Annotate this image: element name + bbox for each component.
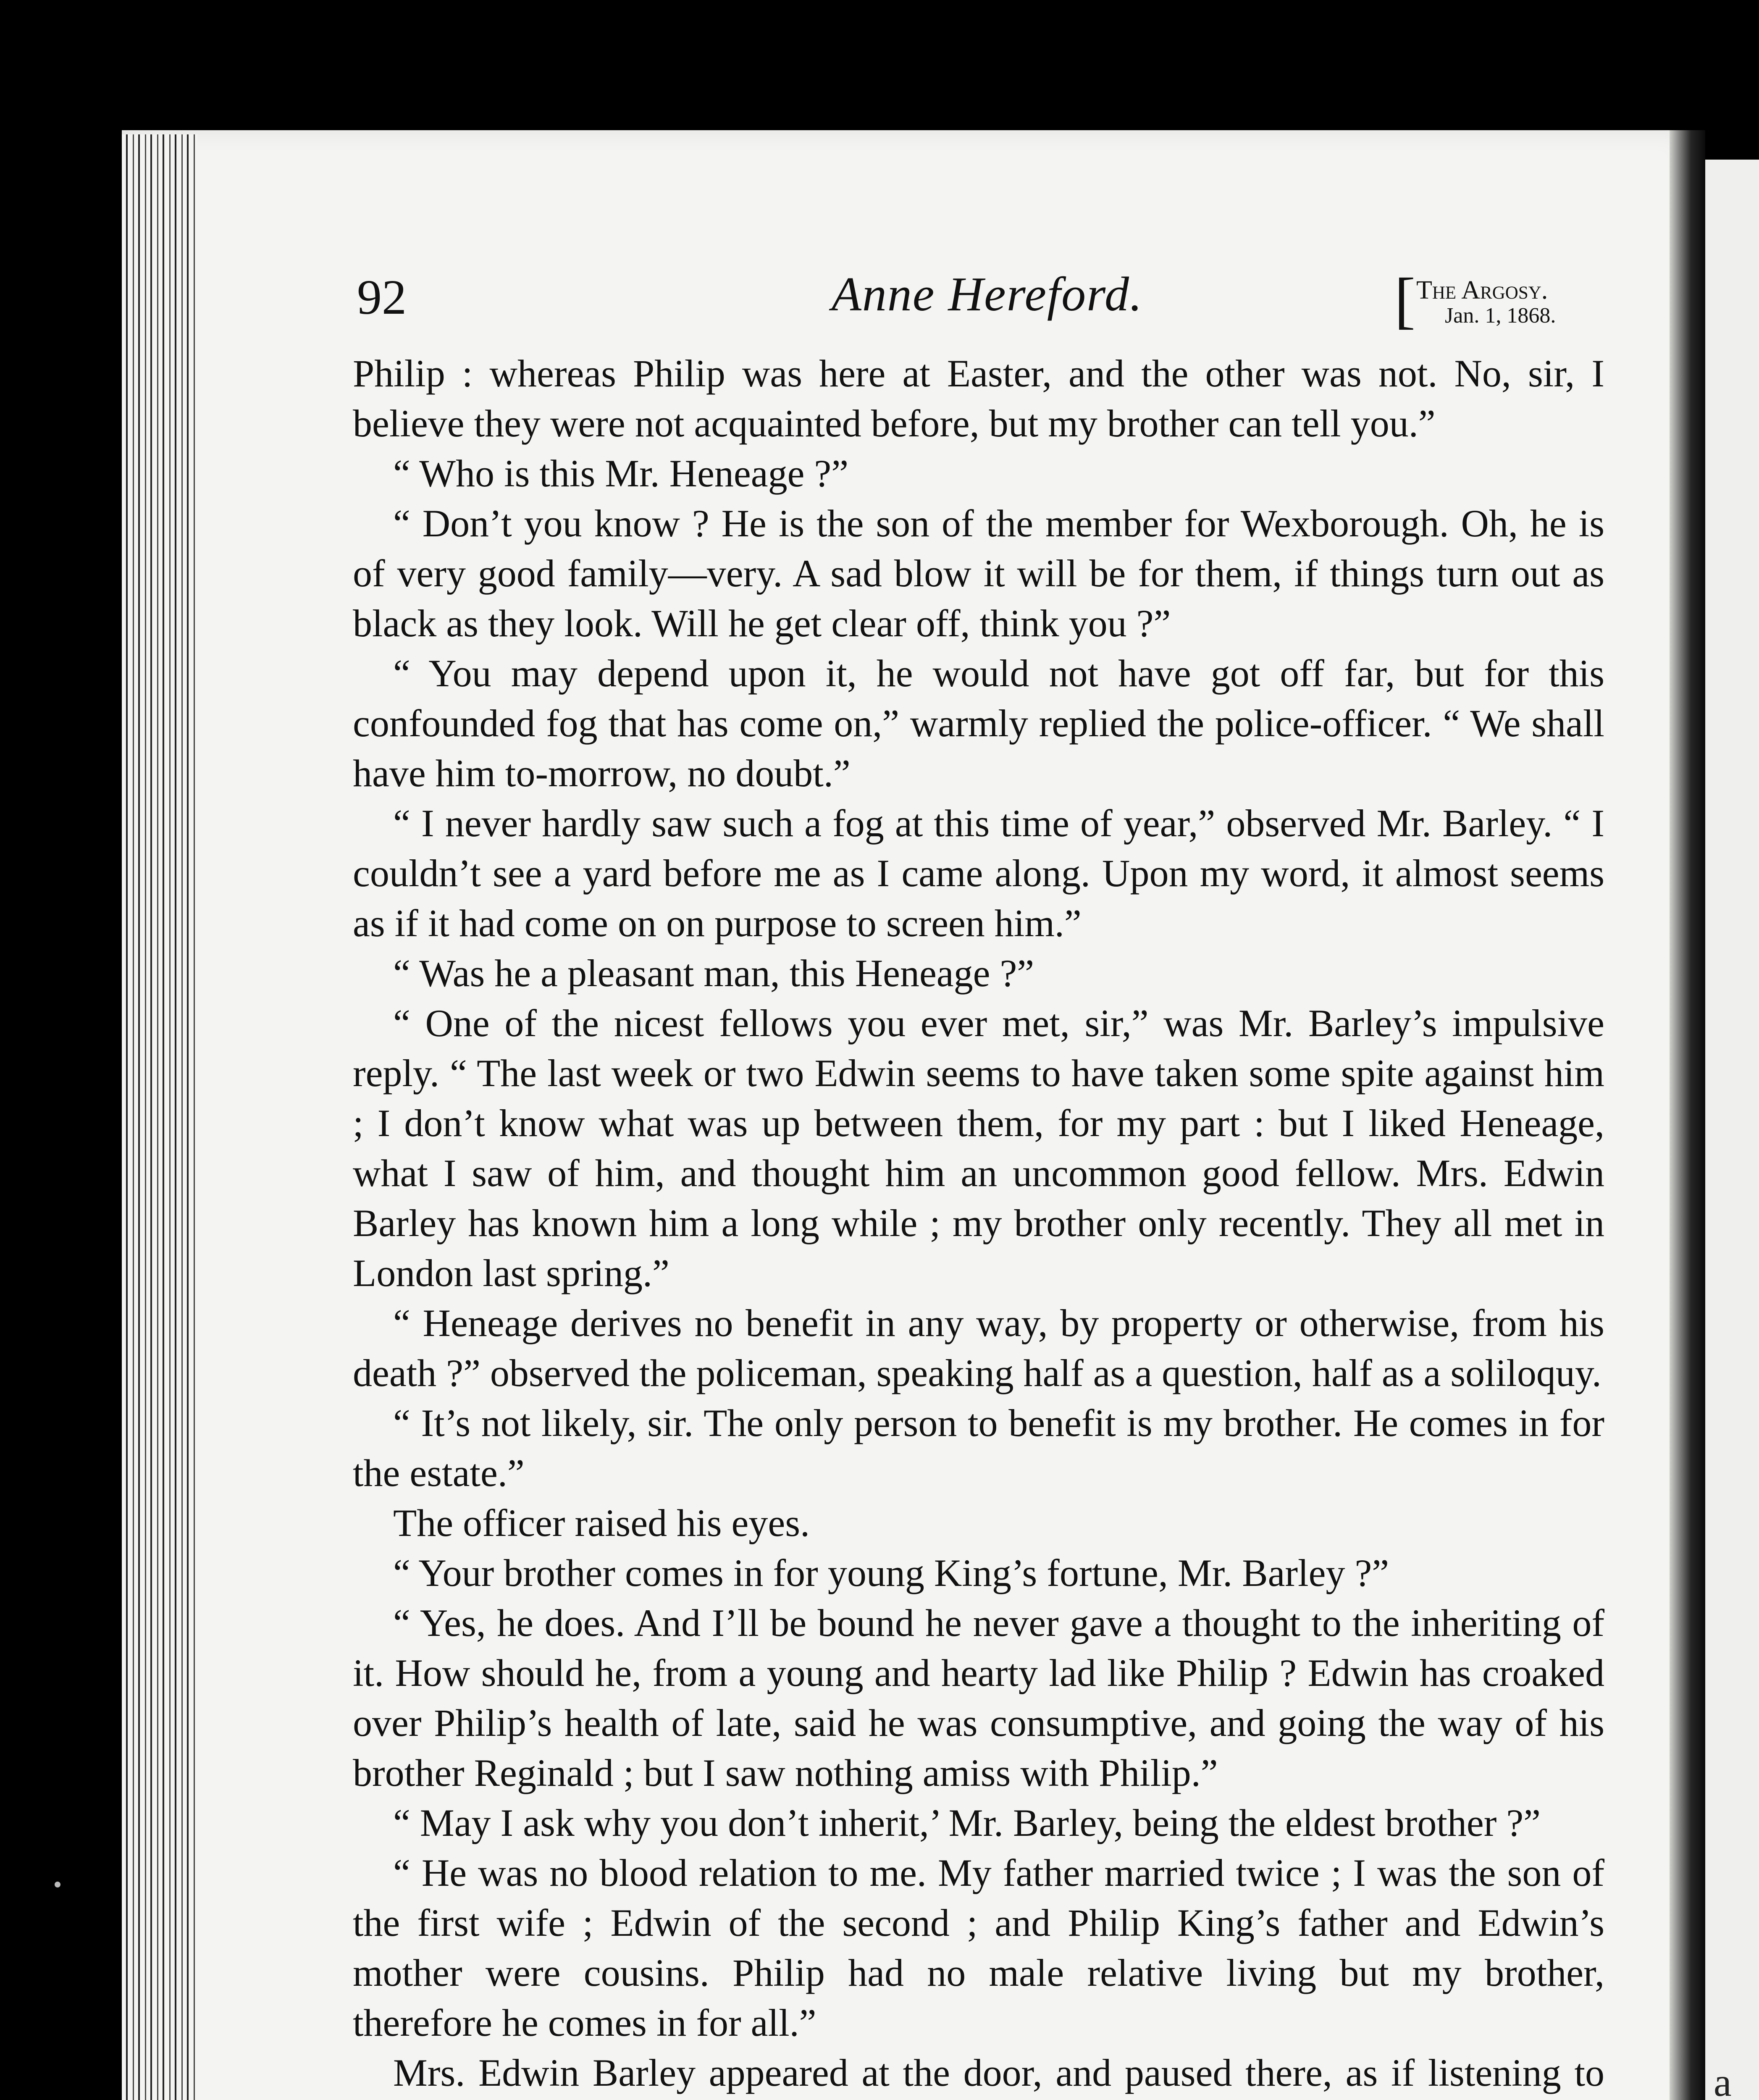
paragraph: “ You may depend upon it, he would not have got off far, but for this confounded fog that has come on,” warmly replied the police-officer. “ We shall have him to-morrow, no doubt.”	[353, 652, 1604, 795]
paragraph: “ I never hardly saw such a fog at this time of year,” observed Mr. Barley. “ I couldn’t see a yard before me as I came along. Upon my word, it almost seems as if it had come on on purpose to screen him.”	[353, 802, 1604, 945]
paragraph: “ Heneage derives no benefit in any way, by property or otherwise, from his death ?” observed the policeman, speaking half as a question, half as a soliloquy.	[353, 1302, 1604, 1394]
paragraph: “ He was no blood relation to me. My father married twice ; I was the son of the first wife ; Edwin of the second ; and Philip King’s father and Edwin’s mother were cousins. Philip had no male relative living but my brother, therefore he comes in for all.”	[353, 1851, 1604, 2044]
running-title: Anne Hereford.	[832, 268, 1143, 321]
facing-page	[1705, 160, 1759, 2100]
dust-speck	[55, 1882, 60, 1887]
paragraph: “ Don’t you know ? He is the son of the member for Wexborough. Oh, he is of very good family—very. A sad blow it will be for them, if things turn out as black as they look. Will he get clear off, think you ?”	[353, 502, 1604, 645]
paragraph: The officer raised his eyes.	[393, 1502, 810, 1544]
facing-page-fragment: a	[1714, 2060, 1732, 2100]
body-text	[353, 349, 1604, 2100]
paragraph: Mrs. Edwin Barley appeared at the door, and paused there, as if listening to	[393, 2051, 1604, 2094]
paragraph: Philip : whereas Philip was here at Easter, and the other was not. No, sir, I believe they were not acquainted before, but my brother can tell you.”	[353, 352, 1604, 445]
paragraph: “ One of the nicest fellows you ever met, sir,” was Mr. Barley’s impulsive reply. “ The last week or two Edwin seems to have taken some spite against him ; I don’t know what was up between them, for my part : but I liked Heneage, what I saw of him, and thought him an uncommon good fellow. Mrs. Edwin Barley has known him a long while ; my brother only recently. They all met in London last spring.”	[353, 1002, 1604, 1294]
paragraph: “ It’s not likely, sir. The only person to benefit is my brother. He comes in for the estate.”	[353, 1402, 1604, 1494]
page-number: 92	[357, 270, 407, 325]
bracket-glyph: [	[1394, 265, 1415, 335]
paragraph: “ Yes, he does. And I’ll be bound he never gave a thought to the inheriting of it. How should he, from a young and hearty lad like Philip ? Edwin has croaked over Philip’s health of late, said he was consumptive, and going the way of his brother Reginald ; but I saw nothing amiss with Philip.”	[353, 1601, 1604, 1794]
magazine-name: The Argosy.	[1416, 276, 1548, 304]
paragraph: “ Was he a pleasant man, this Heneage ?”	[393, 952, 1034, 995]
paragraph: “ May I ask why you don’t inherit,’ Mr. Barley, being the eldest brother ?”	[393, 1801, 1541, 1844]
issue-date: Jan. 1, 1868.	[1445, 304, 1556, 328]
page-edges	[122, 134, 197, 2100]
book-gutter	[1670, 130, 1705, 2100]
paragraph: “ Your brother comes in for young King’s fortune, Mr. Barley ?”	[393, 1551, 1389, 1594]
paragraph: “ Who is this Mr. Heneage ?”	[393, 452, 849, 495]
